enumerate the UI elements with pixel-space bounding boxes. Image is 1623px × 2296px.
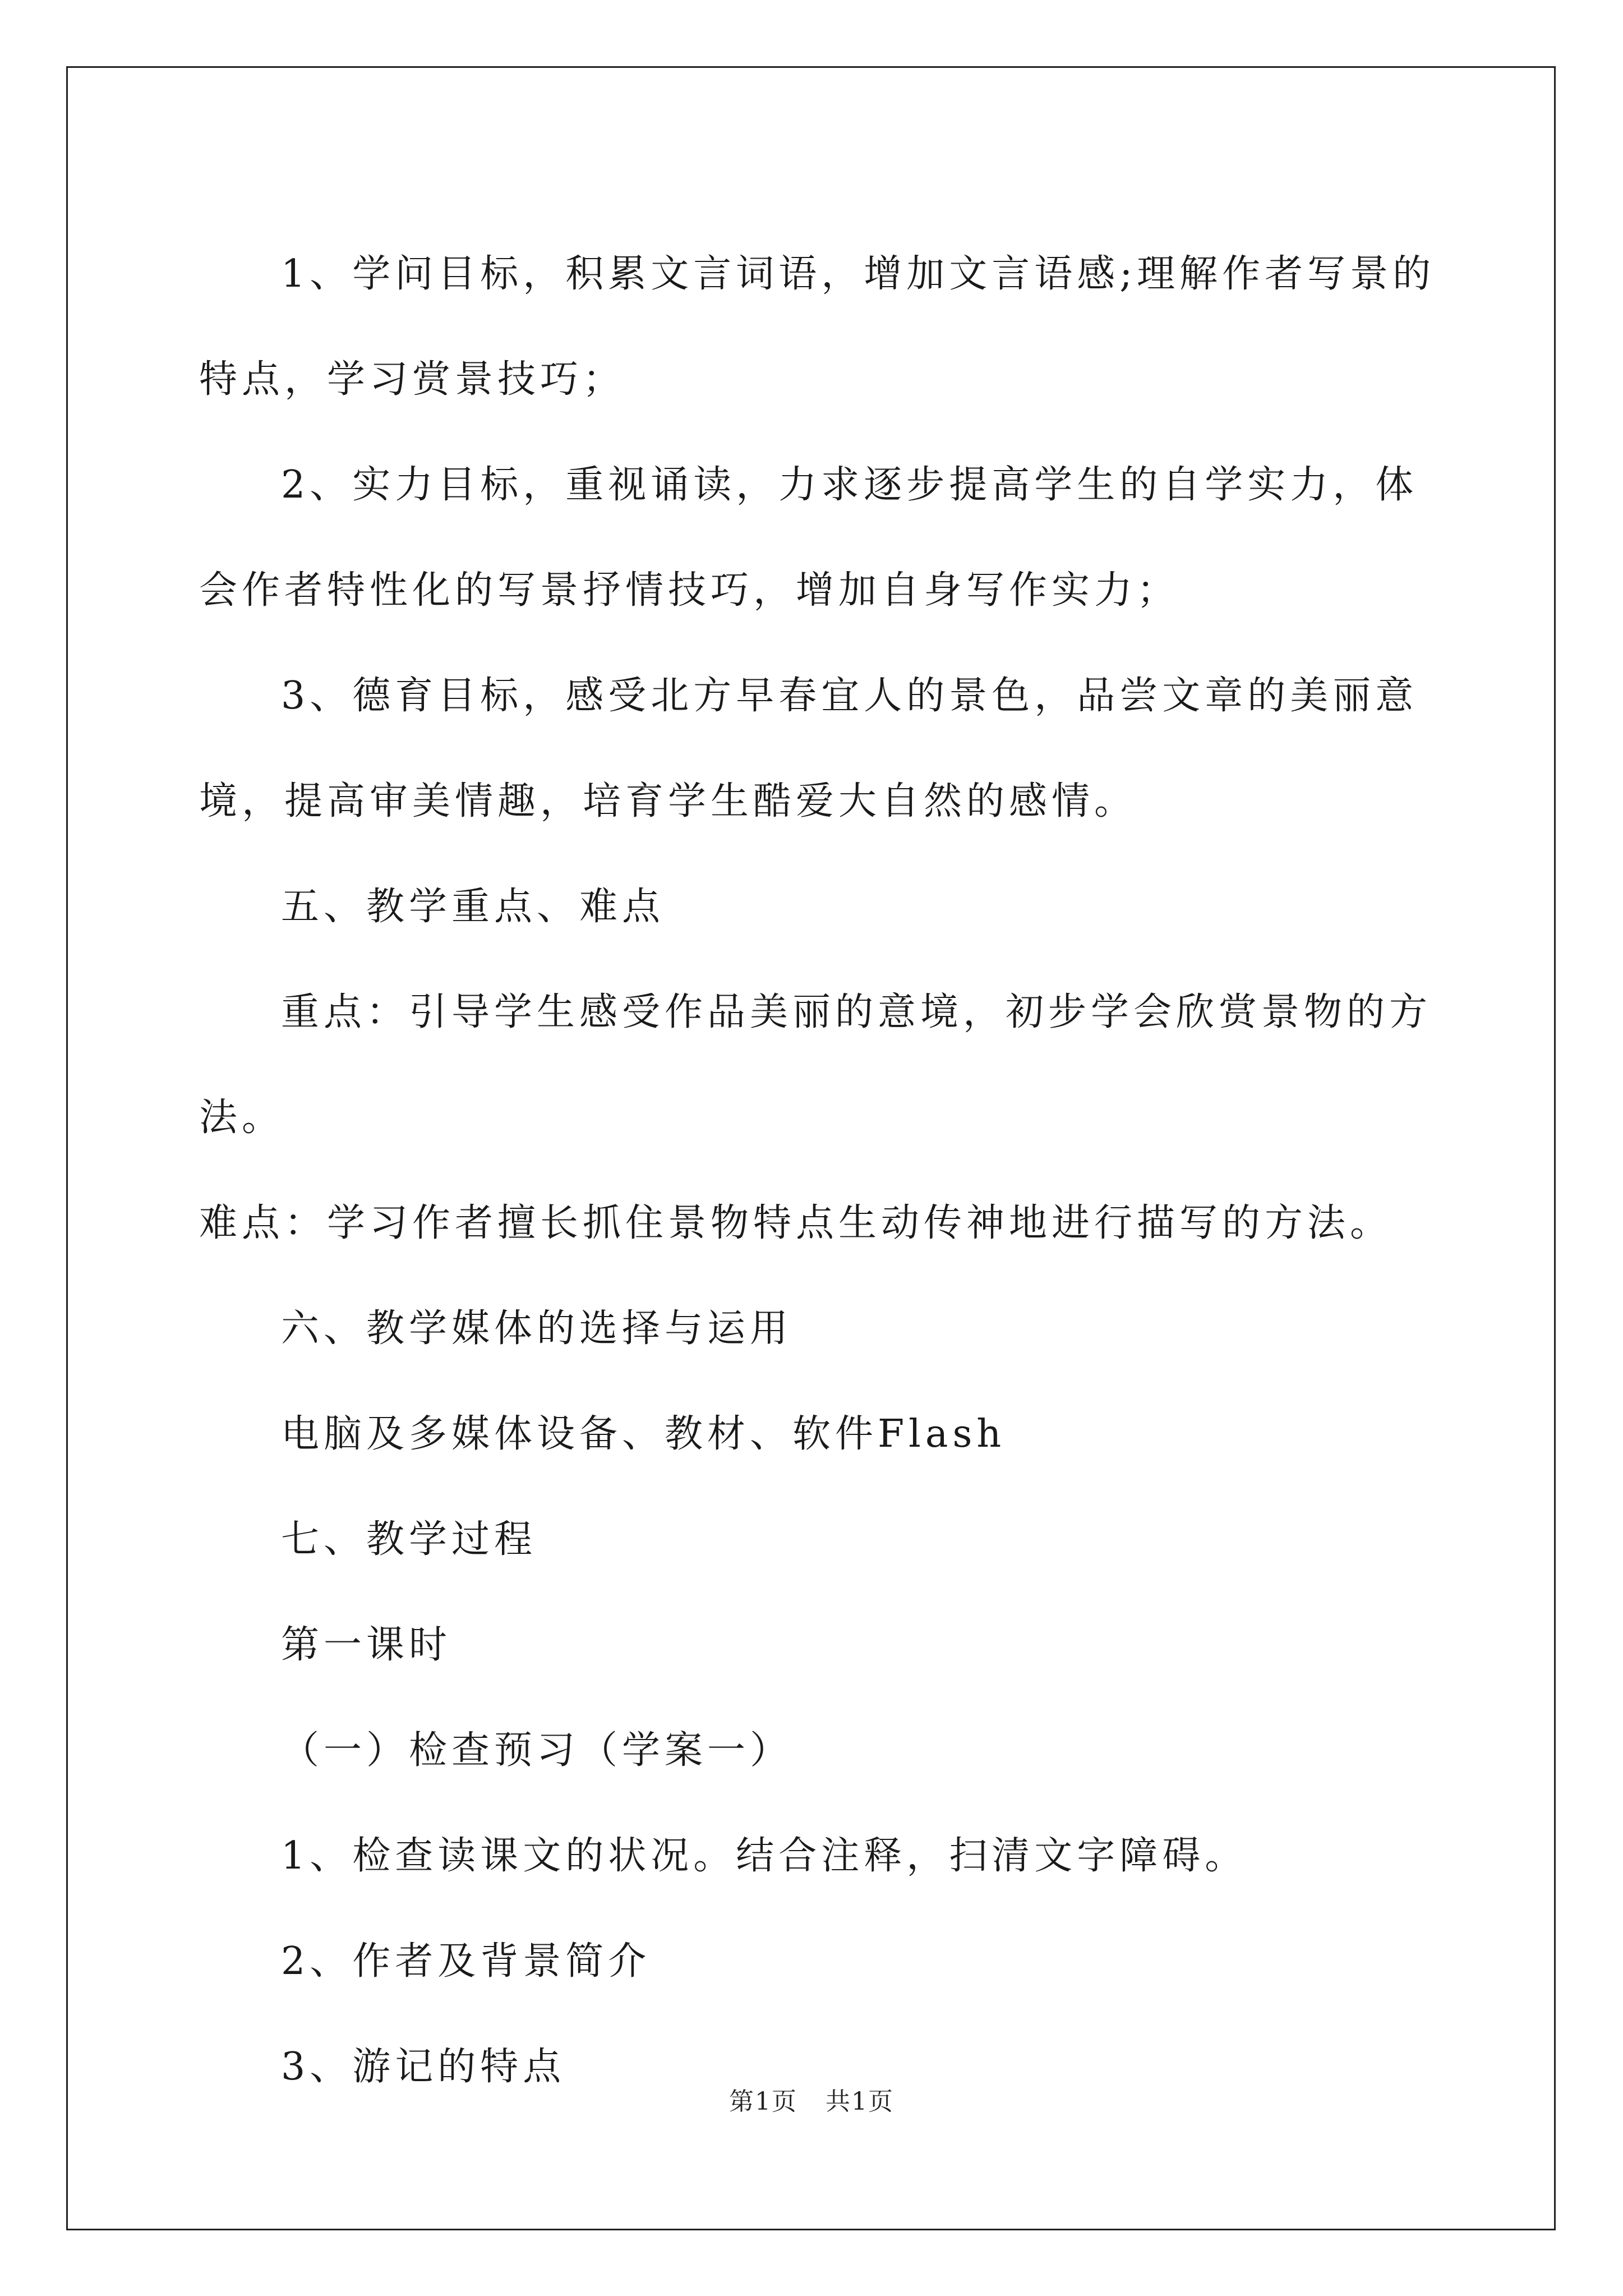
document-body [199, 222, 1455, 2120]
subheading-check-preview: （一）检查预习（学案一） [281, 1728, 793, 1773]
list-item-check-reading: 1、检查读课文的状况。结合注释，扫清文字障碍。 [281, 1834, 1248, 1878]
page-number: 第1页 [729, 2087, 797, 2116]
paragraph-moral-goal: 3、德育目标，感受北方早春宜人的景色，品尝文章的美丽意境，提高审美情趣，培育学生酷爱大自然的感情。 [199, 674, 1418, 823]
page-footer [0, 2081, 1623, 2117]
list-item-author-background: 2、作者及背景简介 [281, 1939, 651, 1984]
list-item-travelogue-features: 3、游记的特点 [281, 2045, 566, 2089]
page-total: 共1页 [826, 2087, 894, 2116]
paragraph-ability-goal: 2、实力目标，重视诵读，力求逐步提高学生的自学实力，体会作者特性化的写景抒情技巧，增加自身写作实力； [199, 463, 1418, 613]
subheading-first-lesson: 第一课时 [281, 1623, 452, 1667]
section-heading-media: 六、教学媒体的选择与运用 [281, 1306, 793, 1351]
section-heading-process: 七、教学过程 [281, 1517, 537, 1562]
paragraph-knowledge-goal: 1、学问目标，积累文言词语，增加文言语感;理解作者写景的特点，学习赏景技巧； [199, 252, 1436, 402]
section-heading-key-points: 五、教学重点、难点 [281, 885, 665, 929]
paragraph-key-point: 重点：引导学生感受作品美丽的意境，初步学会欣赏景物的方法。 [199, 990, 1432, 1140]
paragraph-difficult-point: 难点：学习作者擅长抓住景物特点生动传神地进行描写的方法。 [199, 1201, 1393, 1245]
paragraph-media-list: 电脑及多媒体设备、教材、软件Flash [281, 1412, 1006, 1456]
